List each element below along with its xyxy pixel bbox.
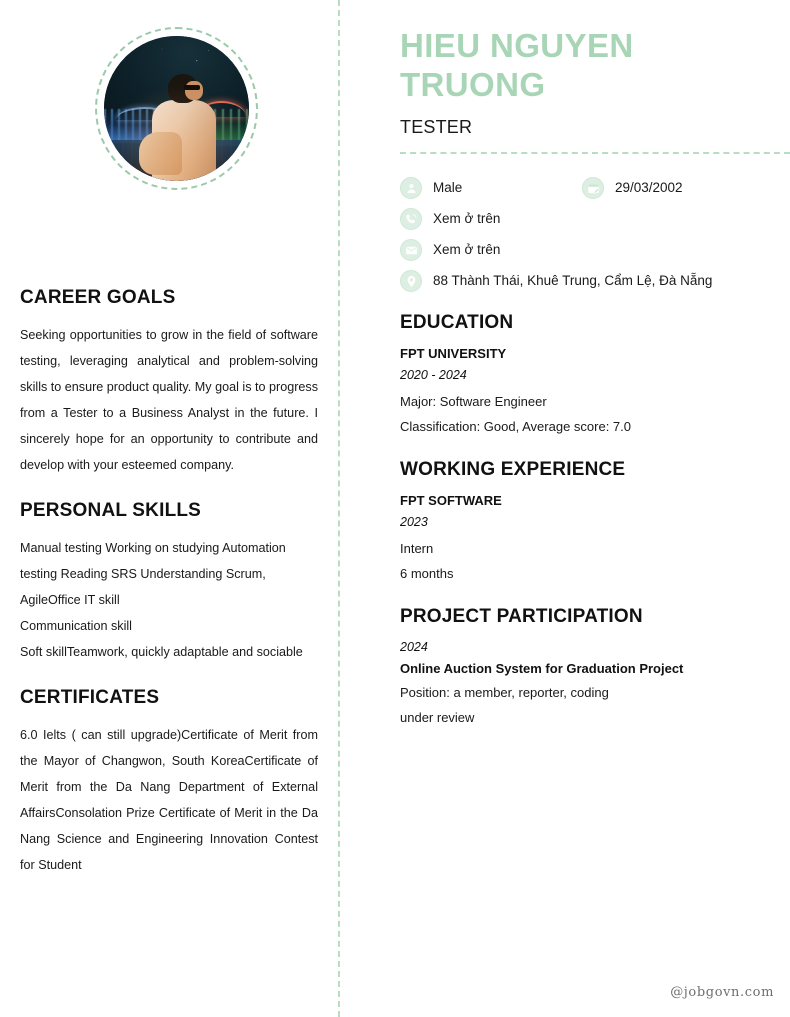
- project-participation-title: PROJECT PARTICIPATION: [400, 606, 643, 627]
- contact-address: [400, 269, 712, 292]
- email-value: Xem ở trên: [433, 242, 501, 257]
- personal-skills-title: PERSONAL SKILLS: [20, 500, 202, 521]
- section-education: [400, 312, 774, 439]
- personal-skills-line-2: Communication skill: [20, 619, 132, 633]
- contact-row-gender-birthdate: [400, 176, 790, 199]
- education-org: FPT UNIVERSITY: [400, 346, 507, 361]
- watermark: @jobgovn.com: [670, 985, 774, 1000]
- right-column: [338, 0, 790, 1017]
- personal-skills-line-1: Manual testing Working on studying Automation testing Reading SRS Understanding Scrum, AgileOffice IT skill: [20, 541, 286, 607]
- phone-value: Xem ở trên: [433, 211, 501, 226]
- page-title: HIEU NGUYEN TRUONG: [400, 27, 634, 103]
- certificates-title: CERTIFICATES: [20, 687, 160, 708]
- calendar-icon: [582, 177, 604, 199]
- education-years: 2020 - 2024: [400, 368, 467, 382]
- person-icon: [400, 177, 422, 199]
- education-major: Major: Software Engineer: [400, 394, 547, 409]
- project-status: under review: [400, 710, 475, 725]
- contact-email[interactable]: [400, 238, 500, 261]
- birthdate-value: 29/03/2002: [615, 180, 683, 195]
- job-role: TESTER: [400, 117, 473, 137]
- working-experience-years: 2023: [400, 515, 428, 529]
- project-years: 2024: [400, 640, 428, 654]
- personal-skills-line-3: Soft skillTeamwork, quickly adaptable and sociable: [20, 645, 303, 659]
- project-position: Position: a member, reporter, coding: [400, 685, 609, 700]
- working-experience-title: WORKING EXPERIENCE: [400, 459, 626, 480]
- project-name: Online Auction System for Graduation Project: [400, 661, 684, 676]
- working-experience-org: FPT SOFTWARE: [400, 493, 502, 508]
- contact-gender: [400, 176, 582, 199]
- contact-phone[interactable]: [400, 207, 500, 230]
- career-goals-text: Seeking opportunities to grow in the field of software testing, leveraging analytical and problem-solving skills to ensure product quality. My goal is to progress from a Tester to a Business Analyst in the future. I sincerely hope for an opportunity to contribute and develop with your esteemed company.: [20, 328, 318, 472]
- address-value: 88 Thành Thái, Khuê Trung, Cẩm Lệ, Đà Nẵng: [433, 273, 713, 288]
- avatar: [95, 27, 258, 190]
- section-project-participation: [400, 606, 774, 730]
- contact-row-phone: [400, 207, 790, 230]
- section-certificates: [20, 687, 318, 878]
- phone-icon: [400, 208, 422, 230]
- location-pin-icon: [400, 270, 422, 292]
- gender-value: Male: [433, 180, 463, 195]
- section-career-goals: [20, 287, 318, 478]
- contact-block: [400, 176, 790, 292]
- education-classification: Classification: Good, Average score: 7.0: [400, 419, 631, 434]
- envelope-icon: [400, 239, 422, 261]
- profile-photo: [104, 36, 249, 181]
- section-working-experience: [400, 459, 774, 586]
- left-column: [0, 0, 338, 1017]
- section-personal-skills: [20, 500, 318, 665]
- education-title: EDUCATION: [400, 312, 514, 333]
- photo-glow: [104, 36, 249, 181]
- contact-row-email: [400, 238, 790, 261]
- left-sections: [20, 287, 318, 900]
- header-divider: [400, 152, 790, 154]
- working-experience-duration: 6 months: [400, 566, 454, 581]
- certificates-text: 6.0 Ielts ( can still upgrade)Certificate of Merit from the Mayor of Changwon, South KoreaCertificate of Merit from the Da Nang Department of External AffairsConsolation Prize Certificate of Merit in the Da Nang Science and Engineering Innovation Contest for Student: [20, 728, 318, 872]
- contact-birthdate: [582, 176, 683, 199]
- career-goals-title: CAREER GOALS: [20, 287, 176, 308]
- working-experience-position: Intern: [400, 541, 434, 556]
- contact-row-address: [400, 269, 790, 292]
